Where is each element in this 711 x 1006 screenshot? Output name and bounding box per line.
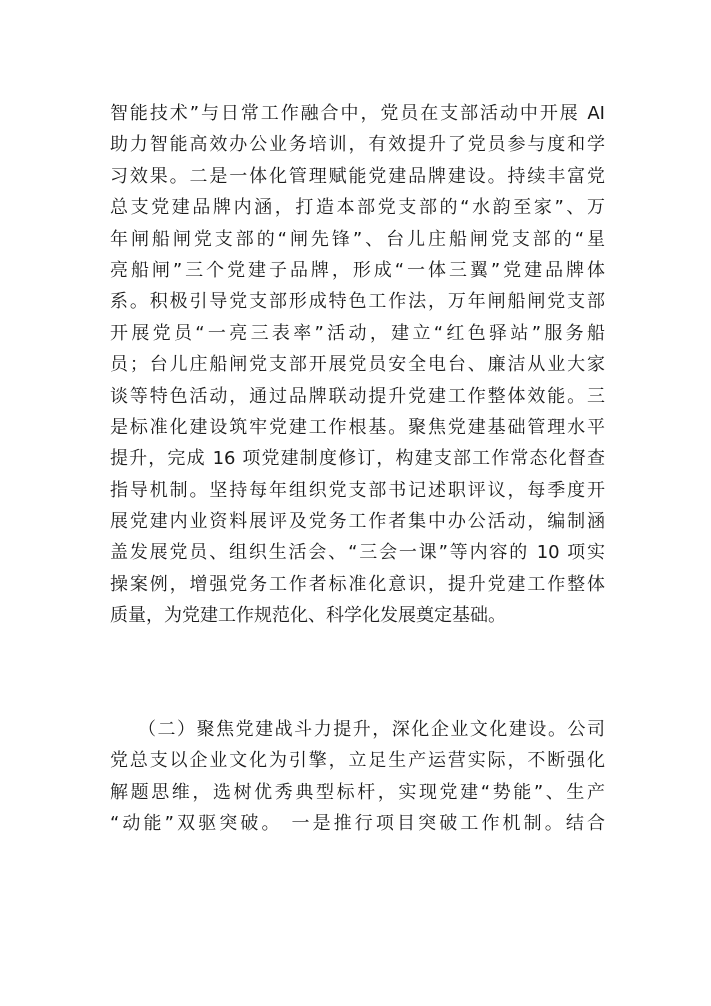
text-line: 展党建内业资料展评及党务工作者集中办公活动，编制涵 <box>110 511 605 533</box>
text-line: 质量，为党建工作规范化、科学化发展奠定基础。 <box>110 605 506 627</box>
text-line: 党总支以企业文化为引擎，立足生产运营实际，不断强化 <box>110 750 605 772</box>
text-line: 是标准化建设筑牢党建工作根基。聚焦党建基础管理水平 <box>110 416 605 438</box>
section-paragraph <box>110 714 605 840</box>
text-line: 年闸船闸党支部的“闸先锋”、台儿庄船闸党支部的“星 <box>110 228 605 250</box>
text-line: 系。积极引导党支部形成特色工作法，万年闸船闸党支部 <box>110 291 605 313</box>
text-line: 习效果。二是一体化管理赋能党建品牌建设。持续丰富党 <box>110 165 605 187</box>
text-line: 谈等特色活动，通过品牌联动提升党建工作整体效能。三 <box>110 385 605 407</box>
text-line: 助力智能高效办公业务培训，有效提升了党员参与度和学 <box>110 134 605 156</box>
text-line: 指导机制。坚持每年组织党支部书记述职评议，每季度开 <box>110 479 605 501</box>
section-heading-line: （二）聚焦党建战斗力提升，深化企业文化建设。公司 <box>138 719 605 740</box>
text-line: “动能”双驱突破。 一是推行项目突破工作机制。结合 <box>110 813 605 835</box>
text-line: 操案例，增强党务工作者标准化意识，提升党建工作整体 <box>110 573 605 595</box>
text-line: 员；台儿庄船闸党支部开展党员安全电台、廉洁从业大家 <box>110 354 605 376</box>
text-line: 亮船闸”三个党建子品牌，形成“一体三翼”党建品牌体 <box>110 259 605 281</box>
body-paragraph <box>110 98 605 632</box>
text-line: 解题思维，选树优秀典型标杆，实现党建“势能”、生产 <box>110 781 605 803</box>
text-line: 智能技术”与日常工作融合中，党员在支部活动中开展 AI <box>110 103 605 124</box>
text-line: 提升，完成 16 项党建制度修订，构建支部工作常态化督查 <box>110 448 605 470</box>
text-line: 开展党员“一亮三表率”活动，建立“红色驿站”服务船 <box>110 322 605 344</box>
text-line: 盖发展党员、组织生活会、“三会一课”等内容的 10 项实 <box>110 542 605 564</box>
text-line: 总支党建品牌内涵，打造本部党支部的“水韵至家”、万 <box>110 197 605 219</box>
